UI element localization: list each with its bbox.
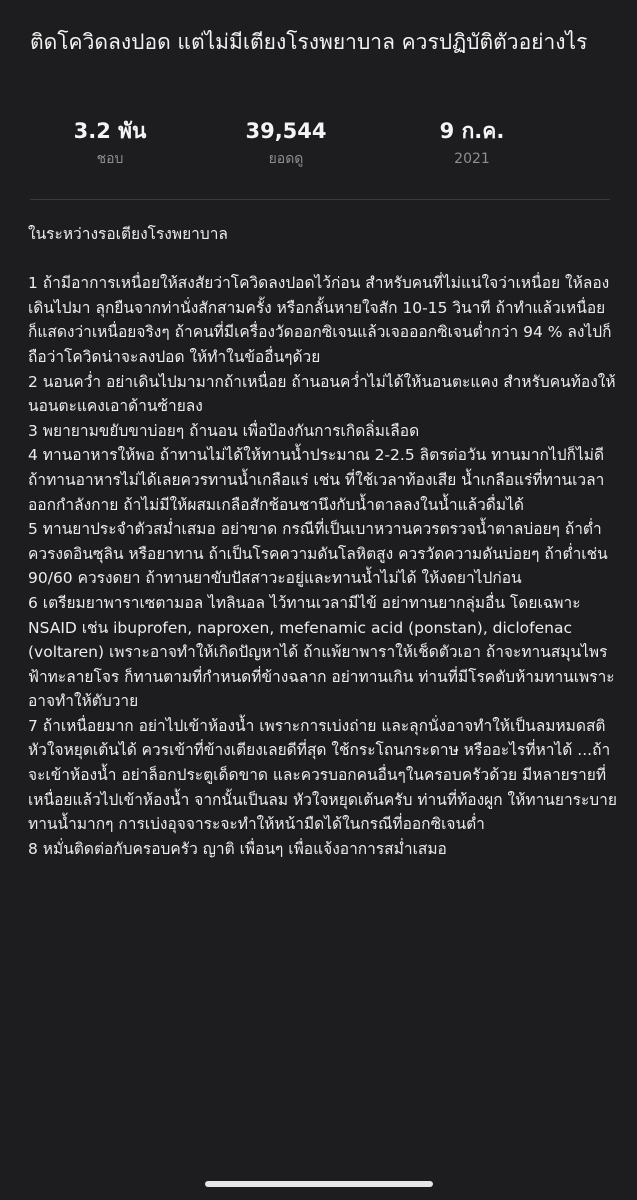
list-item: 6 เตรียมยาพาราเซตามอล ไทลินอล ไว้ทานเวลามีไข้ อย่าทานยากลุ่มอื่น โดยเฉพาะ NSAID เช่น ibuprofen, naproxen, mefenamic acid (ponstan), diclofenac (voltaren) เพราะอาจทำให้เกิดปัญหาได้ ถ้าแพ้ยาพาราให้เช็ดตัวเอา ถ้าจะทานสมุนไพรฟ้าทะลายโจร ก็ทานตามที่กำหนดที่ข้างฉลาก อย่าทานเกิน ท่านที่มีโรคตับห้ามทานเพราะอาจทำให้ตับวาย	[28, 593, 615, 711]
post-title: ติดโควิดลงปอด แต่ไม่มีเตียงโรงพยาบาล ควรปฏิบัติตัวอย่างไร	[30, 30, 588, 54]
home-indicator[interactable]	[205, 1181, 433, 1187]
views-count: 39,544	[245, 119, 327, 143]
likes-stat[interactable]	[30, 116, 190, 172]
likes-count: 3.2 พัน	[73, 119, 147, 143]
intro-paragraph: ในระหว่างรอเตียงโรงพยาบาล	[28, 225, 228, 243]
list-item: 4 ทานอาหารให้พอ ถ้าทานไม่ได้ให้ทานน้ำประมาณ 2-2.5 ลิตรต่อวัน ทานมากไปก็ไม่ดี ถ้าทานอาหารไม่ได้เลยควรทานน้ำเกลือแร่ เช่น ที่ใช้เวลาท้องเสีย น้ำเกลือแร่ที่ทานเวลาออกกำลังกาย ถ้าไม่มีให้ผสมเกลือสักช้อนชานึงกับน้ำตาลลงในน้ำแล้วดื่มได้	[28, 446, 609, 514]
post-year: 2021	[454, 151, 490, 167]
divider	[30, 199, 610, 200]
date-stat	[392, 116, 552, 172]
list-item: 8 หมั่นติดต่อกับครอบครัว ญาติ เพื่อนๆ เพื่อแจ้งอาการสม่ำเสมอ	[28, 839, 447, 858]
views-label: ยอดดู	[268, 151, 304, 167]
list-item: 3 พยายามขยับขาบ่อยๆ ถ้านอน เพื่อป้องกันการเกิดลิ่มเลือด	[28, 421, 420, 440]
list-item: 7 ถ้าเหนื่อยมาก อย่าไปเข้าห้องน้ำ เพราะการเบ่งถ่าย และลุกนั่งอาจทำให้เป็นลมหมดสติ หัวใจหยุดเต้นได้ ควรเข้าที่ข้างเตียงเลยดีที่สุด ใช้กระโถนกระดาษ หรืออะไรที่หาได้ ...ถ้าจะเข้าห้องน้ำ อย่าล็อกประตูเด็ดขาด และควรบอกคนอื่นๆในครอบครัวด้วย มีหลายรายที่เหนื่อยแล้วไปเข้าห้องน้ำ จากนั้นเป็นลม หัวใจหยุดเต้นครับ ท่านที่ท้องผูก ให้ทานยาระบาย ทานน้ำมากๆ การเบ่งอุจจาระจะทำให้หน้ามืดได้ในกรณีที่ออกซิเจนต่ำ	[28, 716, 622, 834]
likes-label: ชอบ	[96, 151, 124, 167]
views-stat	[206, 116, 366, 172]
post-date: 9 ก.ค.	[439, 119, 505, 143]
post-body	[28, 222, 622, 861]
list-item: 5 ทานยาประจำตัวสม่ำเสมอ อย่าขาด กรณีที่เป็นเบาหวานควรตรวจน้ำตาลบ่อยๆ ถ้าต่ำควรงดอินซุลิน หรือยาทาน ถ้าเป็นโรคความดันโลหิตสูง ควรวัดความดันบ่อยๆ ถ้าต่ำเช่น 90/60 ควรงดยา ถ้าทานยาขับปัสสาวะอยู่และทานน้ำไม่ได้ ให้งดยาไปก่อน	[28, 520, 613, 588]
post-stats	[30, 116, 610, 182]
list-item: 1 ถ้ามีอาการเหนื่อยให้สงสัยว่าโควิดลงปอดไว้ก่อน สำหรับคนที่ไม่แน่ใจว่าเหนื่อย ให้ลองเดินไปมา ลุกยืนจากท่านั่งสักสามครั้ง หรือกลั้นหายใจสัก 10-15 วินาที ถ้าทำแล้วเหนื่อย ก็แสดงว่าเหนื่อยจริงๆ ถ้าคนที่มีเครื่องวัดออกซิเจนแล้วเจอออกซิเจนต่ำกว่า 94 % ลงไปก็ถือว่าโควิดน่าจะลงปอด ให้ทำในข้ออื่นๆด้วย	[28, 274, 612, 366]
paragraph-gap	[28, 247, 618, 272]
list-item: 2 นอนคว่ำ อย่าเดินไปมามากถ้าเหนื่อย ถ้านอนคว่ำไม่ได้ให้นอนตะแคง สำหรับคนท้องให้นอนตะแคงเอาด้านซ้ายลง	[28, 372, 616, 416]
